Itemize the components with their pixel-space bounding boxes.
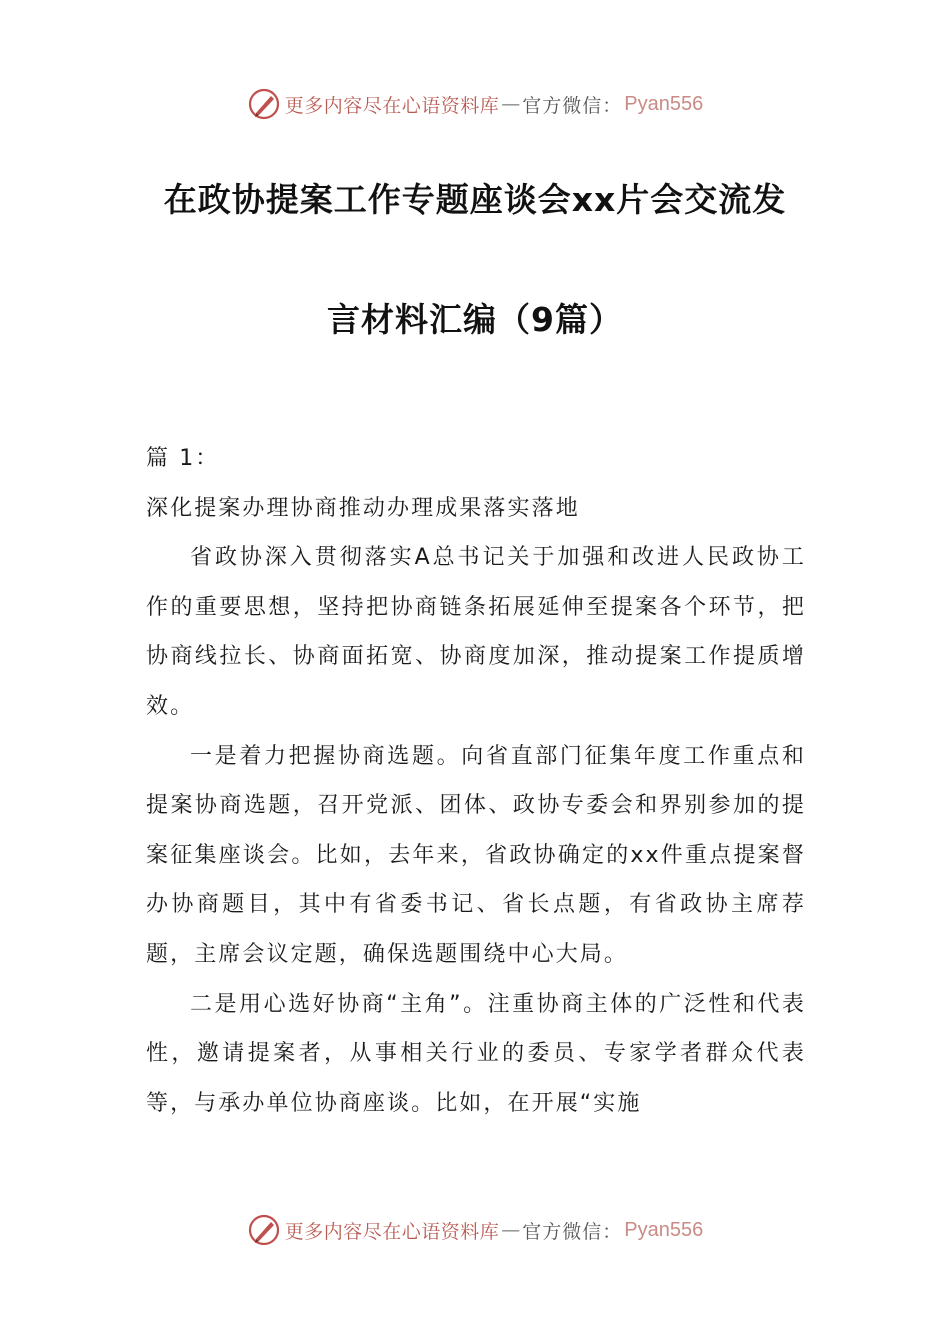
watermark-dash: — [501,1219,521,1241]
watermark-brand-text: 更多内容尽在心语资料库 [284,1220,500,1243]
section-subtitle: 深化提案办理协商推动办理成果落实落地 [146,495,580,521]
header-watermark [0,84,950,124]
pen-circle-logo-icon [247,1213,281,1247]
pen-circle-logo-icon [247,87,281,121]
watermark-handle: Pyan556 [624,1218,704,1241]
document-title-line-1: 在政协提案工作专题座谈会xx片会交流发 [163,180,787,219]
watermark-dash: — [501,93,521,115]
watermark-wechat-label: 官方微信： [522,1220,623,1243]
section-label: 篇 1： [146,446,220,471]
body-paragraph-1: 省政协深入贯彻落实A总书记关于加强和改进人民政协工作的重要思想，坚持把协商链条拓展延伸至提案各个环节，把协商线拉长、协商面拓宽、协商度加深，推动提案工作提质增效。 [146,545,806,719]
body-paragraph-2: 一是着力把握协商选题。向省直部门征集年度工作重点和提案协商选题，召开党派、团体、政协专委会和界别参加的提案征集座谈会。比如，去年来，省政协确定的xx件重点提案督办协商题目，其中有省委书记、省长点题，有省政协主席荐题，主席会议定题，确保选题围绕中心大局。 [146,743,806,967]
watermark-handle: Pyan556 [624,92,704,115]
document-body [146,434,806,1128]
footer-watermark [0,1210,950,1250]
document-title-line-2: 言材料汇编（9篇） [327,300,623,339]
body-paragraph-3: 二是用心选好协商“主角”。注重协商主体的广泛性和代表性，邀请提案者，从事相关行业的委员、专家学者群众代表等，与承办单位协商座谈。比如，在开展“实施 [146,991,806,1116]
watermark-brand-text: 更多内容尽在心语资料库 [284,94,500,117]
watermark-wechat-label: 官方微信： [522,94,623,117]
